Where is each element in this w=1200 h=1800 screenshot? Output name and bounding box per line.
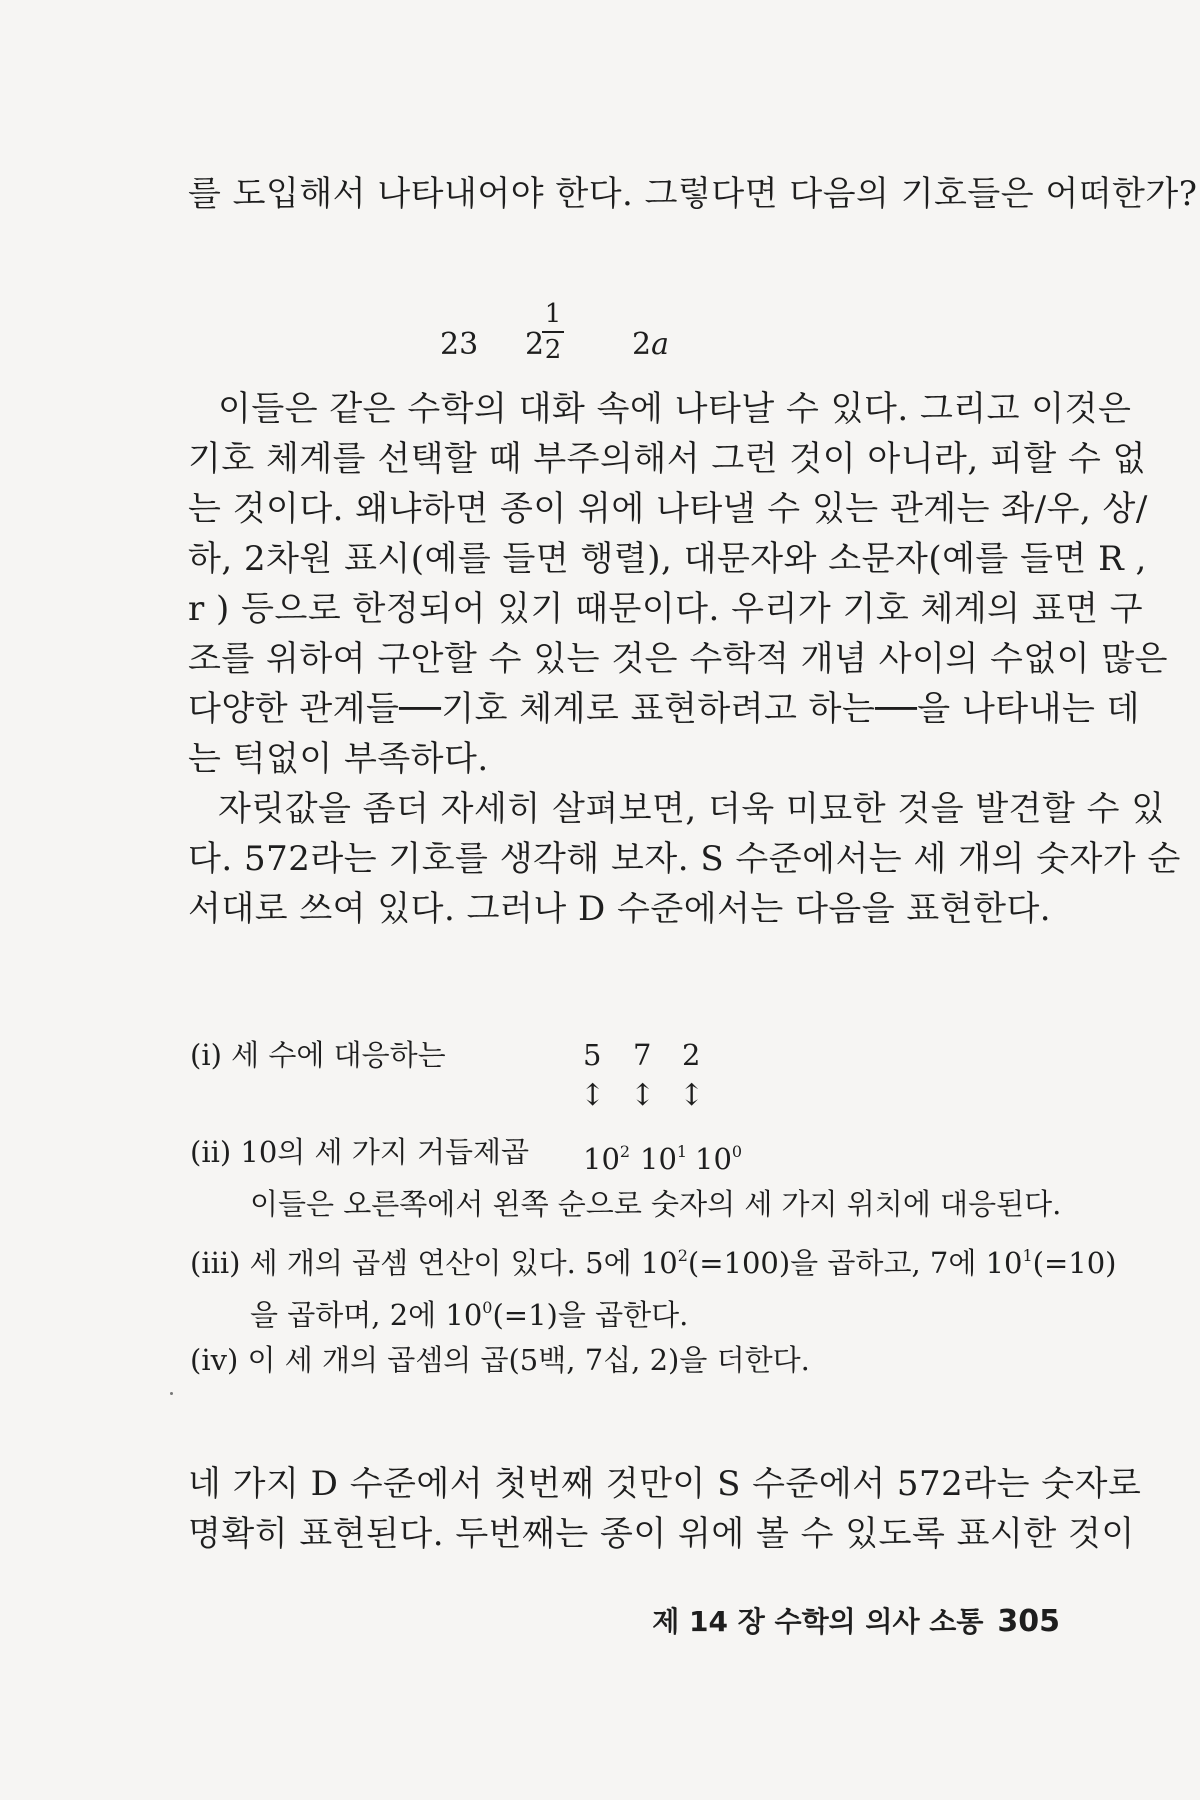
text-line-top: 를 도입해서 나타내어야 한다. 그렇다면 다음의 기호들은 어떠한가? xyxy=(188,174,1198,214)
list-item-ii-note: 이들은 오른쪽에서 왼쪽 순으로 숫자의 세 가지 위치에 대응된다. xyxy=(250,1187,1062,1221)
iii-line2-text-a: 을 곱하며, 2에 10 xyxy=(250,1298,483,1332)
iii-line2-text-b: (=1)을 곱한다. xyxy=(492,1298,689,1332)
page-number: 305 xyxy=(997,1604,1060,1639)
p3-line-1: 네 가지 D 수준에서 첫번째 것만이 S 수준에서 572라는 숫자로 xyxy=(188,1464,1142,1504)
list-item-ii: (ii) 10의 세 가지 거듭제곱 xyxy=(190,1135,530,1169)
symbol-2a-var: a xyxy=(651,327,669,362)
p2-line-3: 서대로 쓰여 있다. 그러나 D 수준에서는 다음을 표현한다. xyxy=(188,889,1052,929)
arrow-2-icon: ↕ xyxy=(630,1078,656,1113)
mixed-fraction xyxy=(542,299,564,365)
list-item-i: (i) 세 수에 대응하는 xyxy=(190,1038,446,1072)
iii-text-a: (iii) 세 개의 곱셈 연산이 있다. 5에 10 xyxy=(190,1246,678,1280)
iii-exp-b: 1 xyxy=(1022,1246,1033,1265)
iii-line2-exp: 0 xyxy=(482,1298,493,1317)
digit-7: 7 xyxy=(633,1038,652,1072)
list-item-iii-line-1 xyxy=(190,1234,1117,1285)
list-item-iv: (iv) 이 세 개의 곱셈의 곱(5백, 7십, 2)을 더한다. xyxy=(190,1343,810,1377)
p1-line-4: 하, 2차원 표시(예를 들면 행렬), 대문자와 소문자(예를 들면 R , xyxy=(188,539,1147,579)
p1-line-8: 는 턱없이 부족하다. xyxy=(188,739,489,779)
p1-line-3: 는 것이다. 왜냐하면 종이 위에 나타낼 수 있는 관계는 좌/우, 상/ xyxy=(188,489,1148,529)
power-exp: 0 xyxy=(731,1142,743,1161)
scan-speck xyxy=(170,1392,173,1395)
fraction-bar xyxy=(542,331,564,333)
arrow-1-icon: ↕ xyxy=(580,1078,606,1113)
p1-line-1: 이들은 같은 수학의 대화 속에 나타날 수 있다. 그리고 이것은 xyxy=(218,389,1132,429)
power-10-1 xyxy=(640,1130,687,1181)
chapter-title: 제 14 장 수학의 의사 소통 xyxy=(652,1605,984,1638)
power-exp: 2 xyxy=(619,1142,631,1161)
power-base: 10 xyxy=(583,1142,620,1176)
power-10-2 xyxy=(583,1130,630,1181)
iii-exp-a: 2 xyxy=(677,1246,688,1265)
fraction-numerator: 1 xyxy=(544,299,562,329)
power-base: 10 xyxy=(640,1142,677,1176)
p3-line-2: 명확히 표현된다. 두번째는 종이 위에 볼 수 있도록 표시한 것이 xyxy=(188,1514,1135,1554)
power-base: 10 xyxy=(695,1142,732,1176)
fraction-denominator: 2 xyxy=(544,335,562,365)
p1-line-6: 조를 위하여 구안할 수 있는 것은 수학적 개념 사이의 수없이 많은 xyxy=(188,639,1169,679)
power-exp: 1 xyxy=(676,1142,688,1161)
page-footer xyxy=(640,1600,1060,1640)
symbol-23: 23 xyxy=(440,327,479,362)
mixed-fraction-whole: 2 xyxy=(525,327,545,362)
iii-text-b: (=100)을 곱하고, 7에 10 xyxy=(687,1246,1023,1280)
power-10-0 xyxy=(695,1130,742,1181)
iii-text-c: (=10) xyxy=(1032,1246,1117,1280)
digit-2: 2 xyxy=(682,1038,701,1072)
p1-line-5: r ) 등으로 한정되어 있기 때문이다. 우리가 기호 체계의 표면 구 xyxy=(188,589,1144,629)
p2-line-1: 자릿값을 좀더 자세히 살펴보면, 더욱 미묘한 것을 발견할 수 있 xyxy=(218,789,1165,829)
p1-line-7: 다양한 관계들──기호 체계로 표현하려고 하는──을 나타내는 데 xyxy=(188,689,1140,729)
p1-line-2: 기호 체계를 선택할 때 부주의해서 그런 것이 아니라, 피할 수 없 xyxy=(188,439,1146,479)
symbol-examples xyxy=(0,299,1200,395)
symbol-2a-coef: 2 xyxy=(632,327,652,362)
symbol-2a xyxy=(632,327,669,362)
digit-5: 5 xyxy=(583,1038,602,1072)
p2-line-2: 다. 572라는 기호를 생각해 보자. S 수준에서는 세 개의 숫자가 순 xyxy=(188,839,1181,879)
list-item-iii-line-2 xyxy=(250,1286,688,1337)
arrow-3-icon: ↕ xyxy=(679,1078,705,1113)
